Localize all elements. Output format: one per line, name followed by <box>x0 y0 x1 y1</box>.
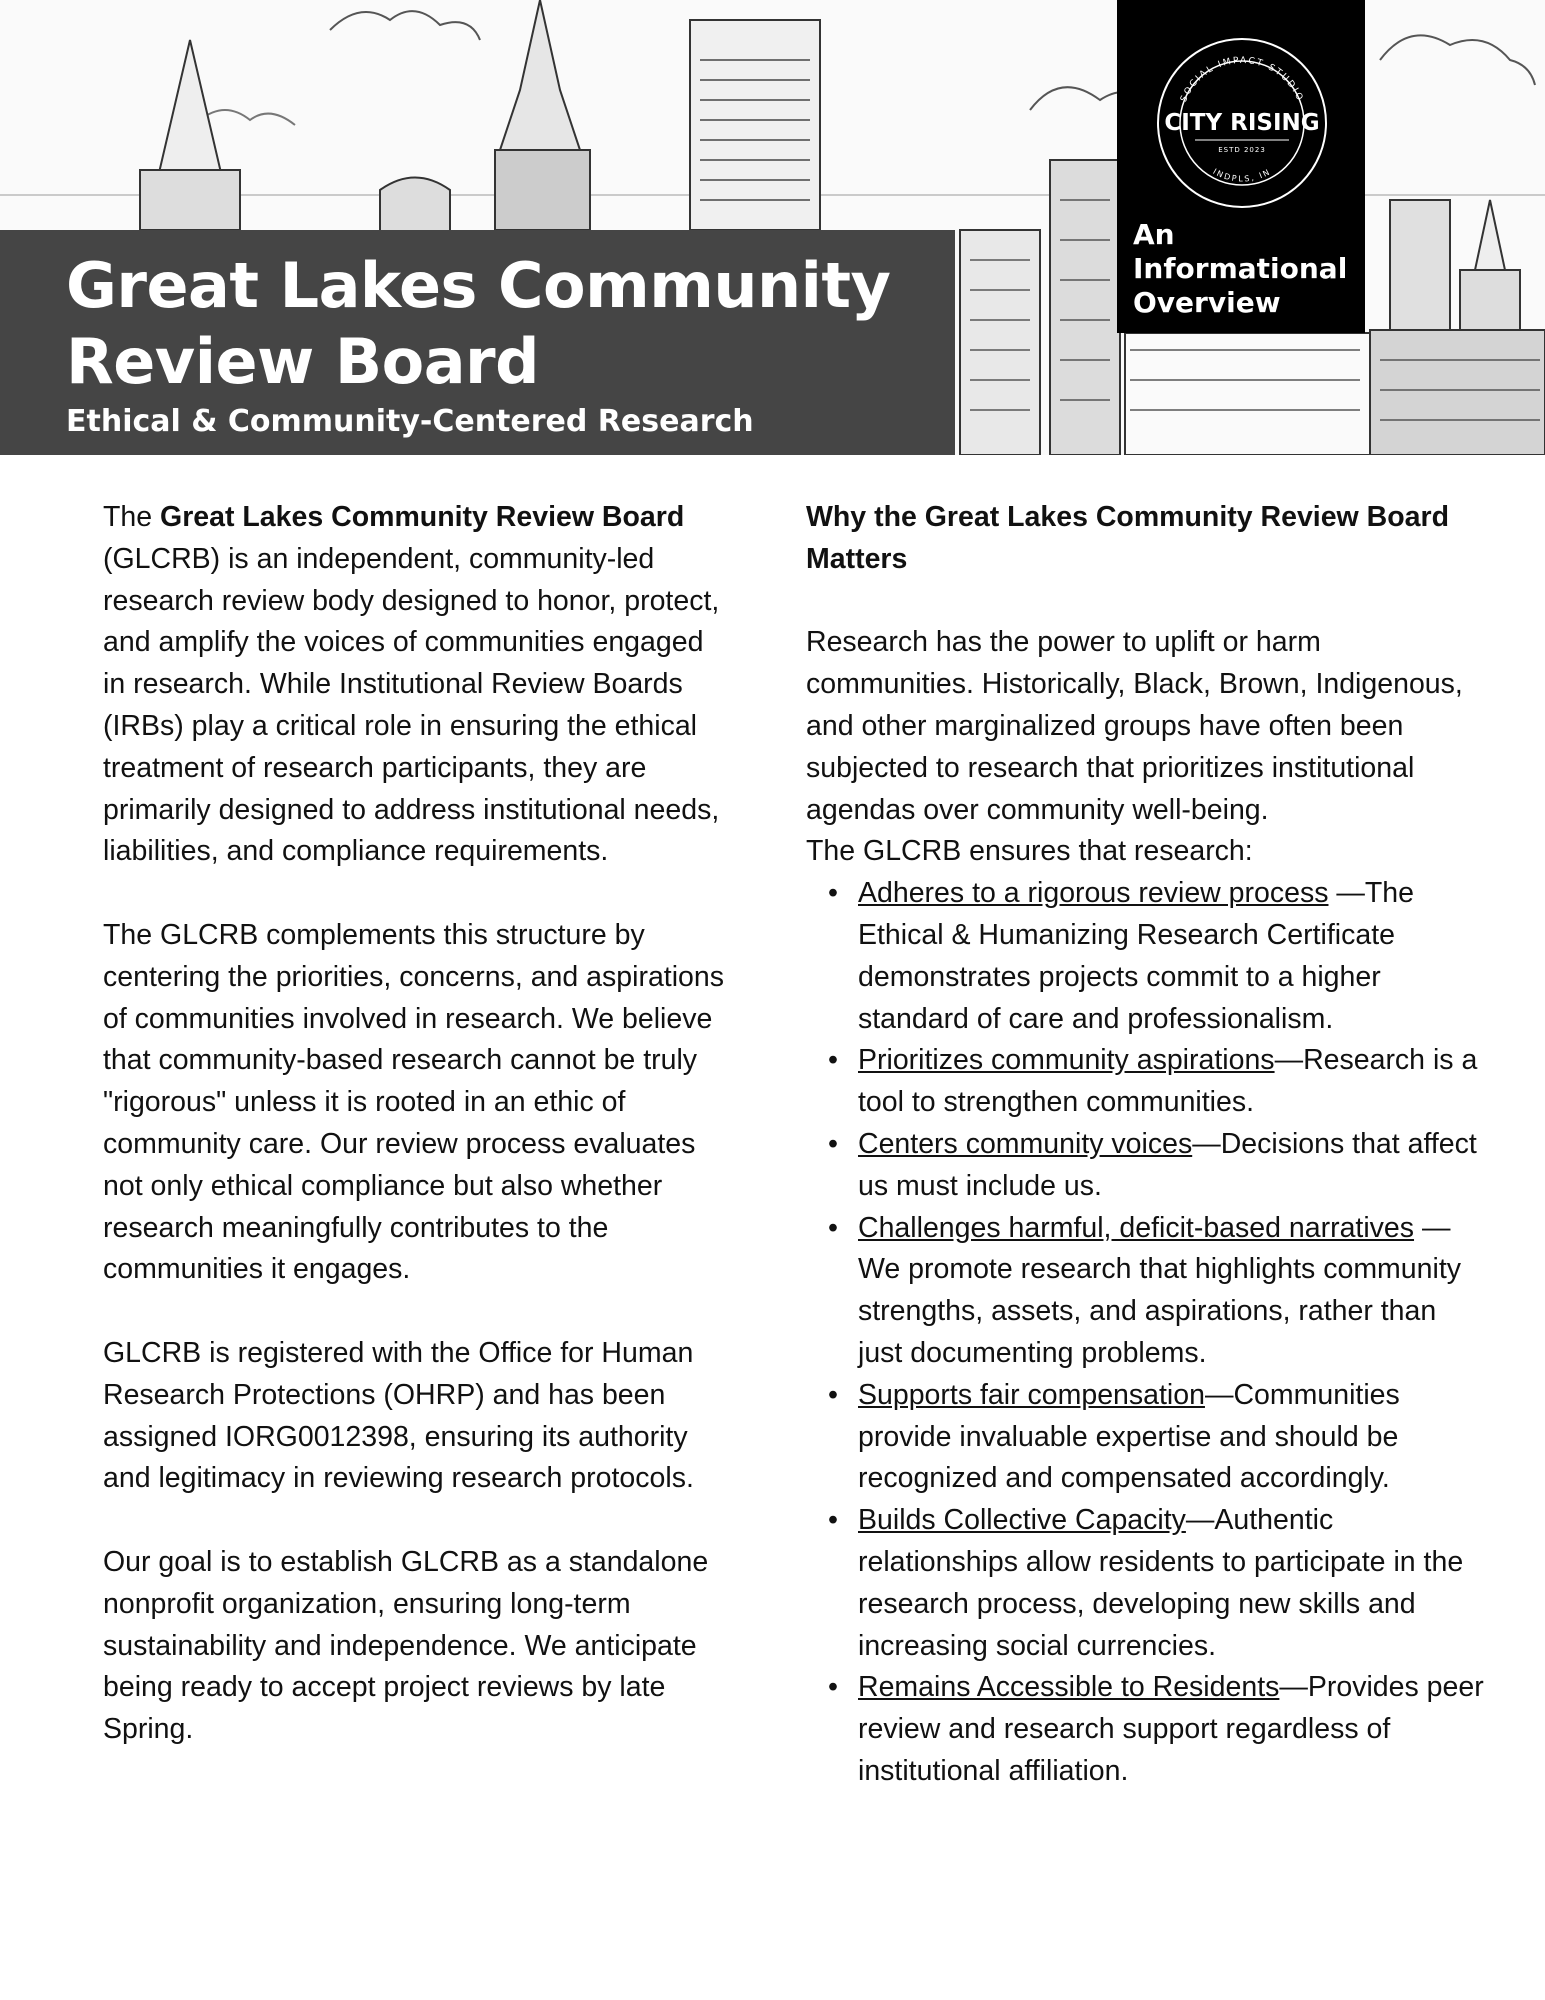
page-subtitle: Ethical & Community-Centered Research <box>66 404 754 439</box>
svg-text:INDPLS, IN: INDPLS, IN <box>1211 166 1273 184</box>
list-item <box>828 1375 1486 1500</box>
list-item-link: Centers community voices <box>858 1127 1193 1160</box>
bullet-icon: • <box>828 1044 838 1077</box>
page-title <box>66 248 955 400</box>
list-item-link: Adheres to a rigorous review process <box>858 877 1329 910</box>
left-column <box>103 497 733 1751</box>
svg-text:ESTD 2023: ESTD 2023 <box>1218 146 1266 154</box>
svg-text:CITY RISING: CITY RISING <box>1164 110 1320 136</box>
list-item <box>828 873 1486 1040</box>
section-heading: Why the Great Lakes Community Review Board Matters <box>806 501 1449 575</box>
list-item-link: Supports fair compensation <box>858 1378 1205 1411</box>
list-item-link: Builds Collective Capacity <box>858 1504 1186 1537</box>
bullet-icon: • <box>828 1211 838 1244</box>
list-item-link: Remains Accessible to Residents <box>858 1671 1280 1704</box>
overview-line3: Overview <box>1133 286 1281 319</box>
right-column <box>806 497 1486 1793</box>
page-title-line1: Great Lakes Community <box>66 249 891 322</box>
bullet-icon: • <box>828 1127 838 1160</box>
why-paragraph: Research has the power to uplift or harm communities. Historically, Black, Brown, Indigenous, and other marginalized groups have often been subjected to research that prioritizes institutional agendas over community well-being. <box>806 626 1463 826</box>
complement-paragraph: The GLCRB complements this structure by centering the priorities, concerns, and aspirations of communities involved in research. We believe that community-based research cannot be truly "rigorous" unless it is rooted in an ethic of community care. Our review process evaluates not only ethical compliance but also whether research meaningfully contributes to the communities it engages. <box>103 918 725 1286</box>
page-title-line2: Review Board <box>66 325 540 398</box>
list-item-link: Challenges harmful, deficit-based narratives <box>858 1211 1415 1244</box>
ensures-list <box>806 873 1486 1793</box>
list-item-link: Prioritizes community aspirations <box>858 1044 1275 1077</box>
bullet-icon: • <box>828 1504 838 1537</box>
bullet-icon: • <box>828 1378 838 1411</box>
intro-rest: (GLCRB) is an independent, community-led research review body designed to honor, protect, and amplify the voices of communities engaged in research. While Institutional Review Boards (IRBs) play a critical role in ensuring the ethical treatment of research participants, they are primarily designed to address institutional needs, liabilities, and compliance requirements. <box>103 542 720 868</box>
registration-paragraph: GLCRB is registered with the Office for Human Research Protections (OHRP) and has been assigned IORG0012398, ensuring its authority and legitimacy in reviewing research protocols. <box>103 1336 694 1495</box>
list-item-text: —We promote research that highlights community strengths, assets, and aspirations, rather than just documenting problems. <box>858 1211 1461 1369</box>
goal-paragraph: Our goal is to establish GLCRB as a standalone nonprofit organization, ensuring long-term sustainability and independence. We anticipate being ready to accept project reviews by late Spring. <box>103 1545 709 1746</box>
list-item-text: —The Ethical & Humanizing Research Certificate demonstrates projects commit to a higher standard of care and professionalism. <box>858 877 1415 1035</box>
list-item <box>828 1208 1486 1375</box>
list-item <box>828 1124 1486 1208</box>
bullet-icon: • <box>828 1671 838 1704</box>
list-item <box>828 1500 1486 1667</box>
list-item <box>828 1040 1486 1124</box>
header-banner <box>0 0 1545 455</box>
bullet-icon: • <box>828 877 838 910</box>
org-name-bold: Great Lakes Community Review Board <box>160 501 685 533</box>
overview-line2: Informational <box>1133 252 1348 285</box>
brand-badge <box>1117 0 1365 333</box>
city-rising-logo <box>1155 36 1329 210</box>
list-item-text: —Research is a tool to strengthen communities. <box>858 1044 1478 1119</box>
intro-paragraph <box>103 497 733 873</box>
overview-label <box>1133 218 1358 320</box>
list-item-text: —Decisions that affect us must include us. <box>858 1127 1477 1202</box>
title-block <box>0 230 955 455</box>
list-intro: The GLCRB ensures that research: <box>806 835 1253 868</box>
list-item <box>828 1667 1486 1792</box>
intro-prefix: The <box>103 501 161 533</box>
overview-line1: An <box>1133 218 1175 251</box>
list-item-text: —Provides peer review and research support regardless of institutional affiliation. <box>858 1671 1484 1787</box>
svg-text:SOCIAL IMPACT STUDIO: SOCIAL IMPACT STUDIO <box>1179 55 1305 104</box>
list-item-text: —Communities provide invaluable expertise and should be recognized and compensated accordingly. <box>858 1378 1400 1495</box>
list-item-text: —Authentic relationships allow residents to participate in the research process, developing new skills and increasing social currencies. <box>858 1504 1464 1662</box>
